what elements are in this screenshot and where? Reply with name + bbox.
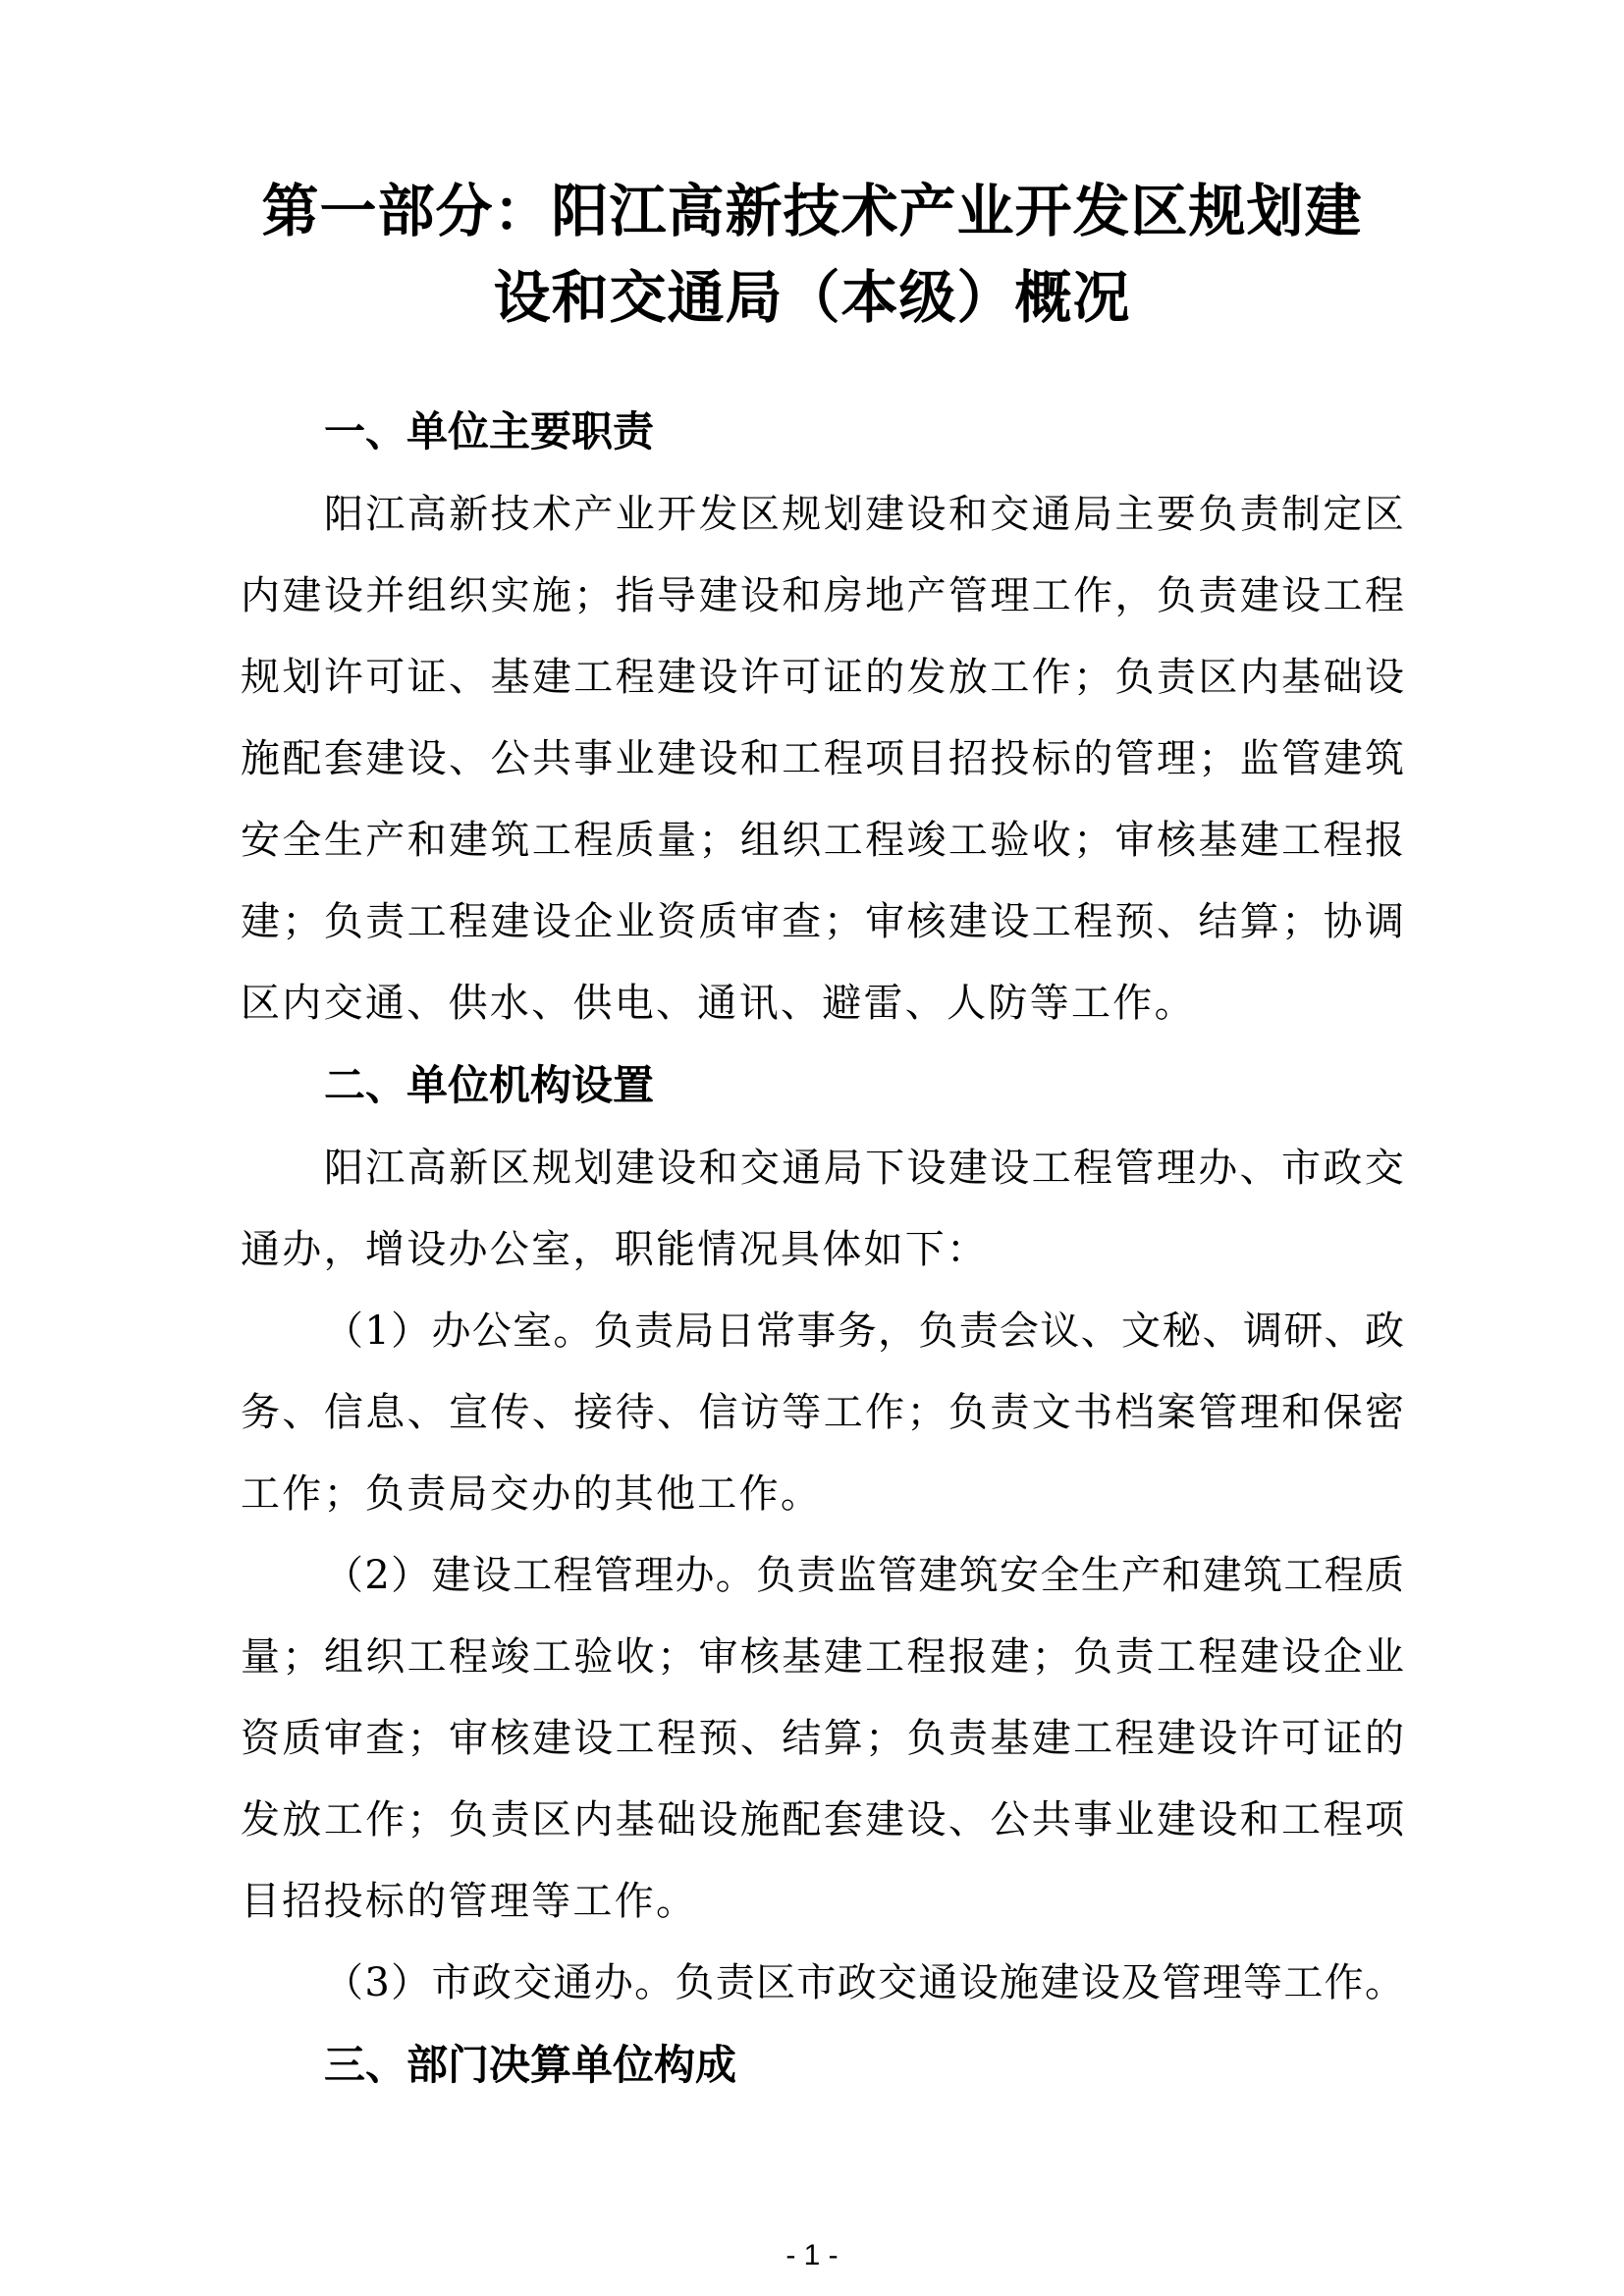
paragraph-line: （ 3 ） 市 政 交 通 办 。 负 责 区 市 政 交 通 设 施 建 设 及 管 理 等 工 作 。 [324,1960,1404,2005]
paragraph-line: 量 ； 组 织 工 程 竣 工 验 收 ； 审 核 基 建 工 程 报 建 ； 负 责 工 程 建 设 企 业 [241,1634,1404,1680]
paragraph-line: 阳 江 高 新 区 规 划 建 设 和 交 通 局 下 设 建 设 工 程 管 理 办 、 市 政 交 [324,1146,1404,1191]
paragraph-line: 建 ； 负 责 工 程 建 设 企 业 资 质 审 查 ； 审 核 建 设 工 程 预 、 结 算 ； 协 调 [241,899,1404,944]
section-heading-duties: 一、单位主要职责 [324,407,655,455]
paragraph-line: 阳 江 高 新 技 术 产 业 开 发 区 规 划 建 设 和 交 通 局 主 要 负 责 制 定 区 [324,492,1404,537]
document-title-line-2: 设和交通局（本级）概况 [493,264,1131,331]
paragraph-line: 施 配 套 建 设 、 公 共 事 业 建 设 和 工 程 项 目 招 投 标 的 管 理 ； 监 管 建 筑 [241,736,1404,781]
paragraph-line: 务 、 信 息 、 宣 传 、 接 待 、 信 访 等 工 作 ； 负 责 文 书 档 案 管 理 和 保 密 [241,1390,1404,1435]
section-heading-organization: 二、单位机构设置 [324,1061,655,1109]
paragraph-line: （ 2 ） 建 设 工 程 管 理 办 。 负 责 监 管 建 筑 安 全 生 产 和 建 筑 工 程 质 [324,1553,1404,1598]
paragraph-line: 规 划 许 可 证 、 基 建 工 程 建 设 许 可 证 的 发 放 工 作 ； 负 责 区 内 基 础 设 [241,655,1404,700]
paragraph-line: 资 质 审 查 ； 审 核 建 设 工 程 预 、 结 算 ； 负 责 基 建 工 程 建 设 许 可 证 的 [241,1716,1404,1761]
paragraph-line: （ 1 ） 办 公 室 。 负 责 局 日 常 事 务 ， 负 责 会 议 、 文 秘 、 调 研 、 政 [324,1308,1404,1354]
section-heading-budget-units: 三、部门决算单位构成 [324,2041,737,2089]
paragraph-line: 目招投标的管理等工作。 [241,1879,698,1924]
paragraph-line: 内 建 设 并 组 织 实 施 ； 指 导 建 设 和 房 地 产 管 理 工 作 ， 负 责 建 设 工 程 [241,573,1404,618]
document-title-line-1: 第一部分：阳江高新技术产业开发区规划建 [261,178,1363,244]
page-number: - 1 - [785,2239,839,2271]
paragraph-line: 通办，增设办公室，职能情况具体如下： [241,1227,989,1272]
paragraph-line: 工作；负责局交办的其他工作。 [241,1471,823,1517]
paragraph-line: 区内交通、供水、供电、通讯、避雷、人防等工作。 [241,981,1196,1026]
paragraph-line: 发 放 工 作 ； 负 责 区 内 基 础 设 施 配 套 建 设 、 公 共 事 业 建 设 和 工 程 项 [241,1797,1404,1842]
paragraph-line: 安 全 生 产 和 建 筑 工 程 质 量 ； 组 织 工 程 竣 工 验 收 ； 审 核 基 建 工 程 报 [241,818,1404,863]
